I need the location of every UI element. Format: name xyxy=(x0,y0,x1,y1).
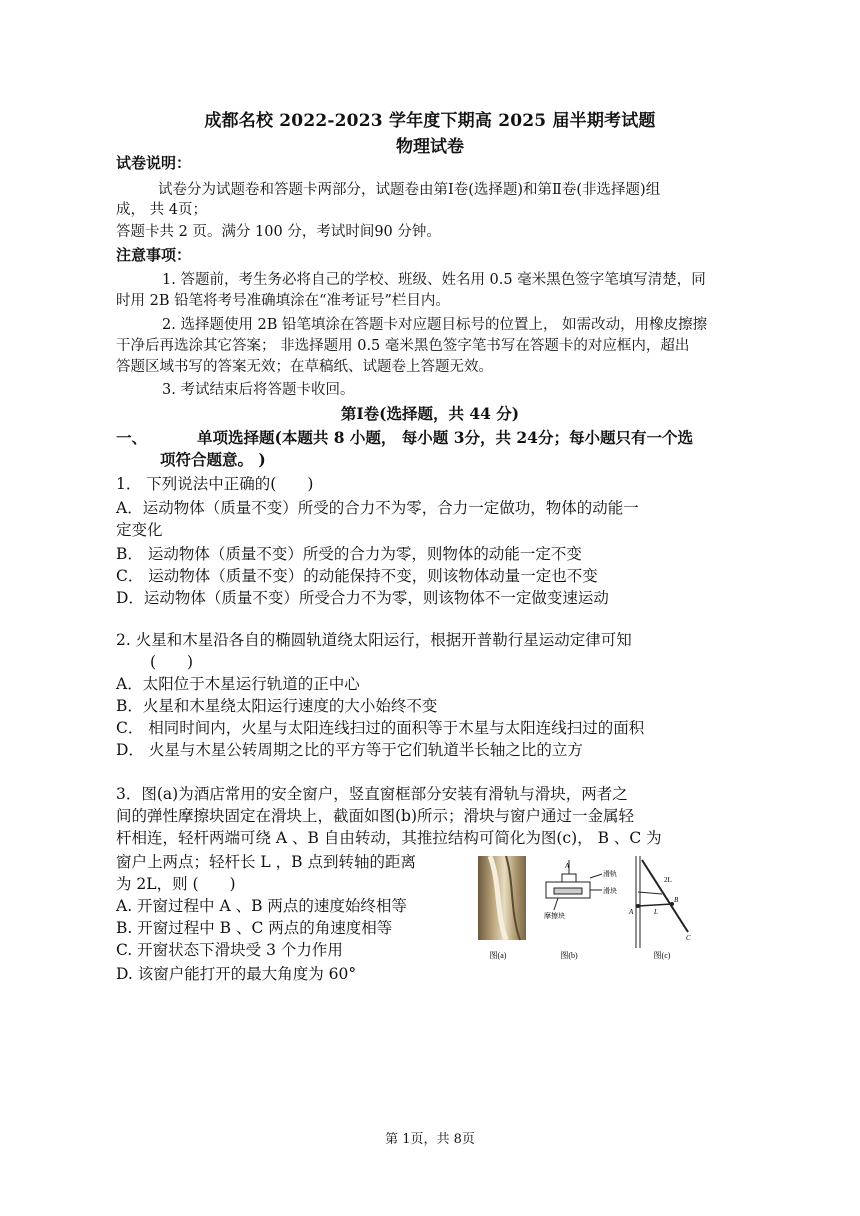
q3-stem-line-2: 间的弹性摩擦块固定在滑块上，截面如图(b)所示；滑块与窗户通过一金属轻 xyxy=(116,807,635,825)
figure-b-diagram xyxy=(546,860,602,910)
instructions-line-2: 成， 共 4页； xyxy=(116,202,207,218)
q1-option-b: B． 运动物体（质量不变）所受的合力为零，则物体的动能一定不变 xyxy=(116,545,582,563)
q1-option-c: C． 运动物体（质量不变）的动能保持不变，则该物体动量一定也不变 xyxy=(116,567,598,585)
q2-stem-line-1: 2. 火星和木星沿各自的椭圆轨道绕太阳运行，根据开普勒行星运动定律可知 xyxy=(116,631,632,649)
note-1b: 时用 2B 铅笔将考号准确填涂在“准考证号”栏目内。 xyxy=(116,293,450,309)
figure-c-label-l: L xyxy=(654,908,658,916)
figure-a-caption: 图(a) xyxy=(489,951,507,960)
part-number: 一、 xyxy=(116,428,148,447)
figure-b-label-rail: 滑轨 xyxy=(603,871,617,878)
note-1a: 1. 答题前，考生务必将自己的学校、班级、姓名用 0.5 毫米黑色签字笔填写清楚，同 xyxy=(162,272,706,288)
q3-option-b: B. 开窗过程中 B 、C 两点的角速度相等 xyxy=(116,919,393,937)
q2-option-d: D． 火星与木星公转周期之比的平方等于它们轨道半长轴之比的立方 xyxy=(116,741,583,759)
exam-title: 成都名校 2022-2023 学年度下期高 2025 届半期考试题 xyxy=(204,111,656,131)
q1-stem: 1． 下列说法中正确的( ) xyxy=(116,475,314,493)
figure-c-label-c: C xyxy=(686,934,691,942)
figure-b-caption: 图(b) xyxy=(560,951,578,960)
exam-subtitle: 物理试卷 xyxy=(396,137,464,157)
q3-stem-line-1: 3．图(a)为酒店常用的安全窗户，竖直窗框部分安装有滑轨与滑块，两者之 xyxy=(116,785,628,803)
q3-option-c: C. 开窗状态下滑块受 3 个力作用 xyxy=(116,941,343,959)
figure-c-caption: 图(c) xyxy=(653,951,671,960)
part-heading-line-1: 单项选择题(本题共 8 小题， 每小题 3分，共 24分；每小题只有一个选 xyxy=(197,428,693,447)
figure-c-label-b: B xyxy=(674,896,679,904)
q3-stem-line-5: 为 2L，则 ( ) xyxy=(116,875,236,893)
q3-option-d: D. 该窗户能打开的最大角度为 60° xyxy=(116,965,357,983)
q1-option-a-line-1: A．运动物体（质量不变）所受的合力不为零，合力一定做功，物体的动能一 xyxy=(116,499,639,517)
figure-b-label-friction: 摩擦块 xyxy=(544,913,565,920)
instructions-line-3: 答题卡共 2 页。满分 100 分，考试时间90 分钟。 xyxy=(116,224,441,240)
window-mechanism-figure xyxy=(476,852,716,964)
q3-stem-line-3: 杆相连，轻杆两端可绕 A 、B 自由转动，其推拉结构可简化为图(c)， B 、C 为 xyxy=(116,829,662,847)
q2-option-b: B．火星和木星绕太阳运行速度的大小始终不变 xyxy=(116,697,438,715)
figure-b-label-slider: 滑块 xyxy=(603,888,617,895)
q2-stem-line-2: ( ) xyxy=(150,653,194,671)
figure-c-label-a: A xyxy=(629,908,634,916)
q1-option-a-line-2: 定变化 xyxy=(116,521,163,539)
page-footer: 第 1页，共 8页 xyxy=(385,1132,475,1147)
q2-option-c: C． 相同时间内，火星与太阳连线扫过的面积等于木星与太阳连线扫过的面积 xyxy=(116,719,645,737)
q1-option-d: D．运动物体（质量不变）所受合力不为零，则该物体不一定做变速运动 xyxy=(116,589,609,607)
note-3: 3. 考试结束后将答题卡收回。 xyxy=(162,382,355,398)
q3-option-a: A. 开窗过程中 A 、B 两点的速度始终相等 xyxy=(116,897,407,915)
note-2c: 答题区域书写的答案无效；在草稿纸、试题卷上答题无效。 xyxy=(116,359,493,375)
figure-a-photo xyxy=(478,856,526,940)
notes-heading: 注意事项： xyxy=(116,246,192,264)
q3-stem-line-4: 窗户上两点；轻杆长 L ，B 点到转轴的距离 xyxy=(116,853,416,871)
note-2b: 干净后再选涂其它答案； 非选择题用 0.5 毫米黑色签字笔书写在答题卡的对应框内，超出 xyxy=(116,338,690,354)
part-heading-line-2: 项符合题意。 ) xyxy=(160,450,266,469)
figure-b-label-a: A xyxy=(565,862,570,870)
instructions-heading: 试卷说明： xyxy=(116,154,192,172)
instructions-line-1: 试卷分为试题卷和答题卡两部分，试题卷由第Ⅰ卷(选择题)和第Ⅱ卷(非选择题)组 xyxy=(158,182,661,198)
figure-c-diagram xyxy=(636,856,688,948)
note-2a: 2. 选择题使用 2B 铅笔填涂在答题卡对应题目标号的位置上， 如需改动，用橡皮擦擦 xyxy=(162,317,708,333)
q2-option-a: A．太阳位于木星运行轨道的正中心 xyxy=(116,675,360,693)
figure-c-label-2l: 2L xyxy=(664,876,672,884)
section-title: 第Ⅰ卷(选择题，共 44 分) xyxy=(340,404,520,423)
